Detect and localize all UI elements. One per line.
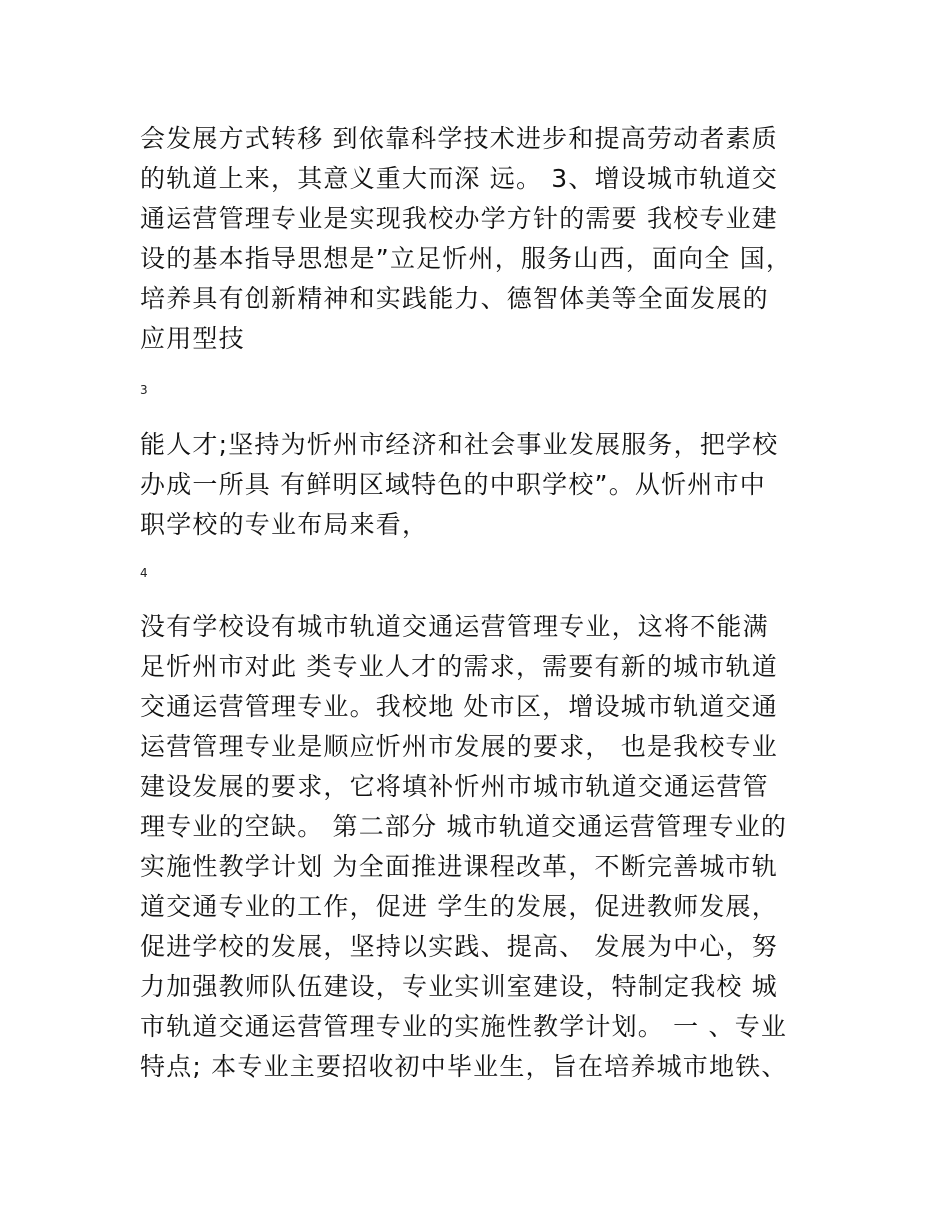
text-line: 足忻州市对此 类专业人才的需求，需要有新的城市轨道	[140, 652, 778, 681]
text-line: 交通运营管理专业。我校地 处市区，增设城市轨道交通	[140, 692, 778, 721]
text-line: 设的基本指导思想是”立足忻州，服务山西，面向全 国，	[140, 244, 793, 273]
paragraph-1	[140, 119, 830, 359]
text-line: 运营管理专业是顺应忻州市发展的要求， 也是我校专业	[140, 732, 778, 761]
paragraph-2	[140, 425, 830, 545]
text-line: 的轨道上来，其意义重大而深 远。 3、增设城市轨道交	[140, 164, 779, 193]
text-line: 通运营管理专业是实现我校办学方针的需要 我校专业建	[140, 204, 778, 233]
text-line: 没有学校设有城市轨道交通运营管理专业，这将不能满	[140, 612, 769, 641]
text-line: 力加强教师队伍建设，专业实训室建设，特制定我校 城	[140, 972, 778, 1001]
text-line: 应用型技	[140, 324, 245, 353]
text-line: 特点; 本专业主要招收初中毕业生，旨在培养城市地铁、	[140, 1052, 788, 1081]
paragraph-3	[140, 607, 830, 1087]
text-line: 会发展方式转移 到依靠科学技术进步和提高劳动者素质	[140, 124, 778, 153]
text-line: 能人才;坚持为忻州市经济和社会事业发展服务，把学校	[140, 430, 779, 459]
page-number: 3	[140, 383, 148, 397]
text-line: 道交通专业的工作，促进 学生的发展，促进教师发展，	[140, 892, 778, 921]
text-line: 市轨道交通运营管理专业的实施性教学计划。 一 、专业	[140, 1012, 788, 1041]
text-line: 建设发展的要求，它将填补忻州市城市轨道交通运营管	[140, 772, 769, 801]
text-line: 理专业的空缺。 第二部分 城市轨道交通运营管理专业的	[140, 812, 788, 841]
page-number: 4	[140, 566, 148, 580]
text-line: 职学校的专业布局来看，	[140, 510, 429, 539]
text-line: 促进学校的发展，坚持以实践、提高、 发展为中心，努	[140, 932, 778, 961]
text-line: 培养具有创新精神和实践能力、德智体美等全面发展的	[140, 284, 769, 313]
text-line: 实施性教学计划 为全面推进课程改革，不断完善城市轨	[140, 852, 778, 881]
text-line: 办成一所具 有鲜明区域特色的中职学校”。从忻州市中	[140, 470, 766, 499]
